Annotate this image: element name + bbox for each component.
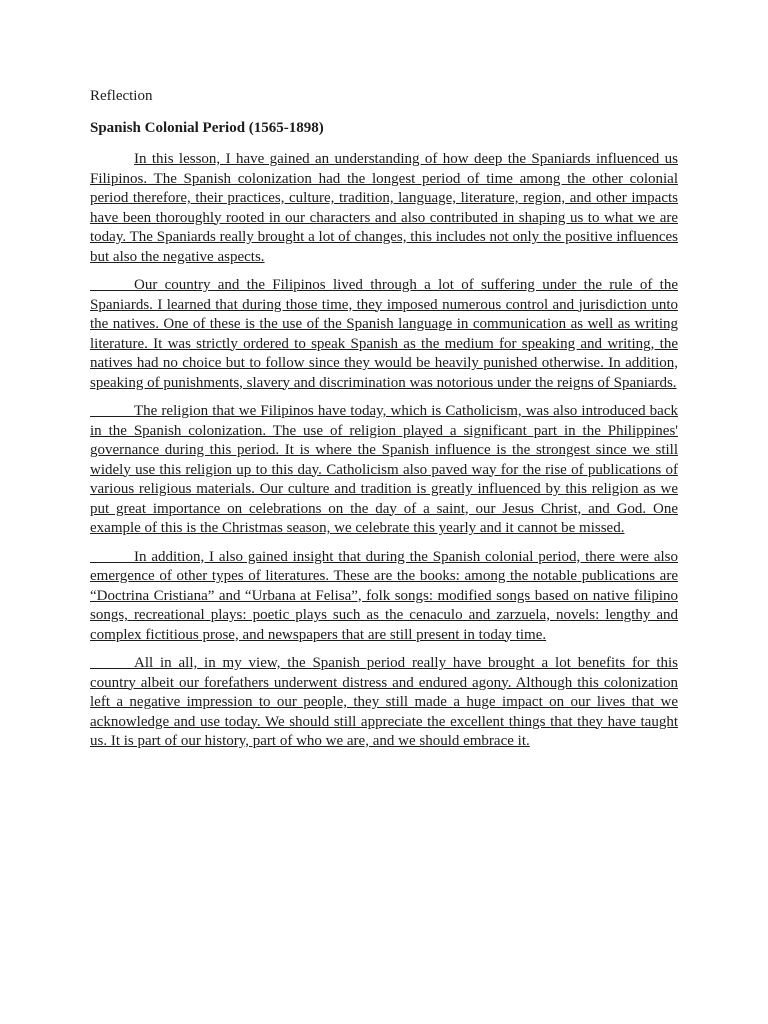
- essay-paragraph-2: [90, 276, 678, 393]
- paragraph-indent: [90, 159, 134, 163]
- essay-paragraph-5: [90, 654, 678, 752]
- essay-paragraph-1: [90, 150, 678, 267]
- essay-paragraph-3: [90, 402, 678, 539]
- document-title: Spanish Colonial Period (1565-1898): [90, 120, 324, 136]
- paragraph-text: All in all, in my view, the Spanish period really have brought a lot benefits for this country albeit our forefathers underwent distress and endured agony. Although this colonization left a negative impression to our people, they still made a huge impact on our lives that we acknowledge and use today. We should still appreciate the excellent things that they have taught us. It is part of our history, part of who we are, and we should embrace it.: [90, 655, 678, 749]
- paragraph-indent: [90, 412, 134, 417]
- paragraph-text: In addition, I also gained insight that during the Spanish colonial period, there were also emergence of other types of literatures. These are the books: among the notable publications are “Doctrina Cristiana” and “Urbana at Felisa”, folk songs: modified songs based on native filipino songs, recreational plays: poetic plays such as the cenaculo and zarzuela, novels: lengthy and complex fictitious prose, and newspapers that are still present in today time.: [90, 548, 678, 643]
- paragraph-text: Our country and the Filipinos lived through a lot of suffering under the rule of the Spaniards. I learned that during those time, they imposed numerous control and jurisdiction unto the natives. One of these is the use of the Spanish language in communication as well as writing literature. It was strictly ordered to speak Spanish as the medium for speaking and writing, the natives had no choice but to follow since they would be heavily punished otherwise. In addition, speaking of punishments, slavery and discrimination was notorious under the reigns of Spaniards.: [90, 277, 678, 391]
- paragraph-indent: [90, 286, 134, 291]
- paragraph-text: The religion that we Filipinos have today, which is Catholicism, was also introduced back in the Spanish colonization. The use of religion played a significant part in the Philippines' governance during this period. It is where the Spanish influence is the strongest since we still widely use this religion up to this day. Catholicism also paved way for the rise of publications of various religious materials. Our culture and tradition is greatly influenced by this religion as we put great importance on celebrations on the day of a saint, our Jesus Christ, and God. One example of this is the Christmas season, we celebrate this yearly and it cannot be missed.: [90, 403, 678, 536]
- essay-paragraph-4: [90, 548, 678, 646]
- paragraph-text: In this lesson, I have gained an understanding of how deep the Spaniards influenced us Filipinos. The Spanish colonization had the longest period of time among the other colonial period therefore, their practices, culture, tradition, language, literature, region, and other impacts have been thoroughly rooted in our characters and also contributed in shaping us to what we are today. The Spaniards really brought a lot of changes, this includes not only the positive influences but also the negative aspects.: [90, 151, 678, 265]
- paragraph-indent: [90, 664, 134, 669]
- document-label: Reflection: [90, 88, 153, 104]
- paragraph-indent: [90, 558, 134, 563]
